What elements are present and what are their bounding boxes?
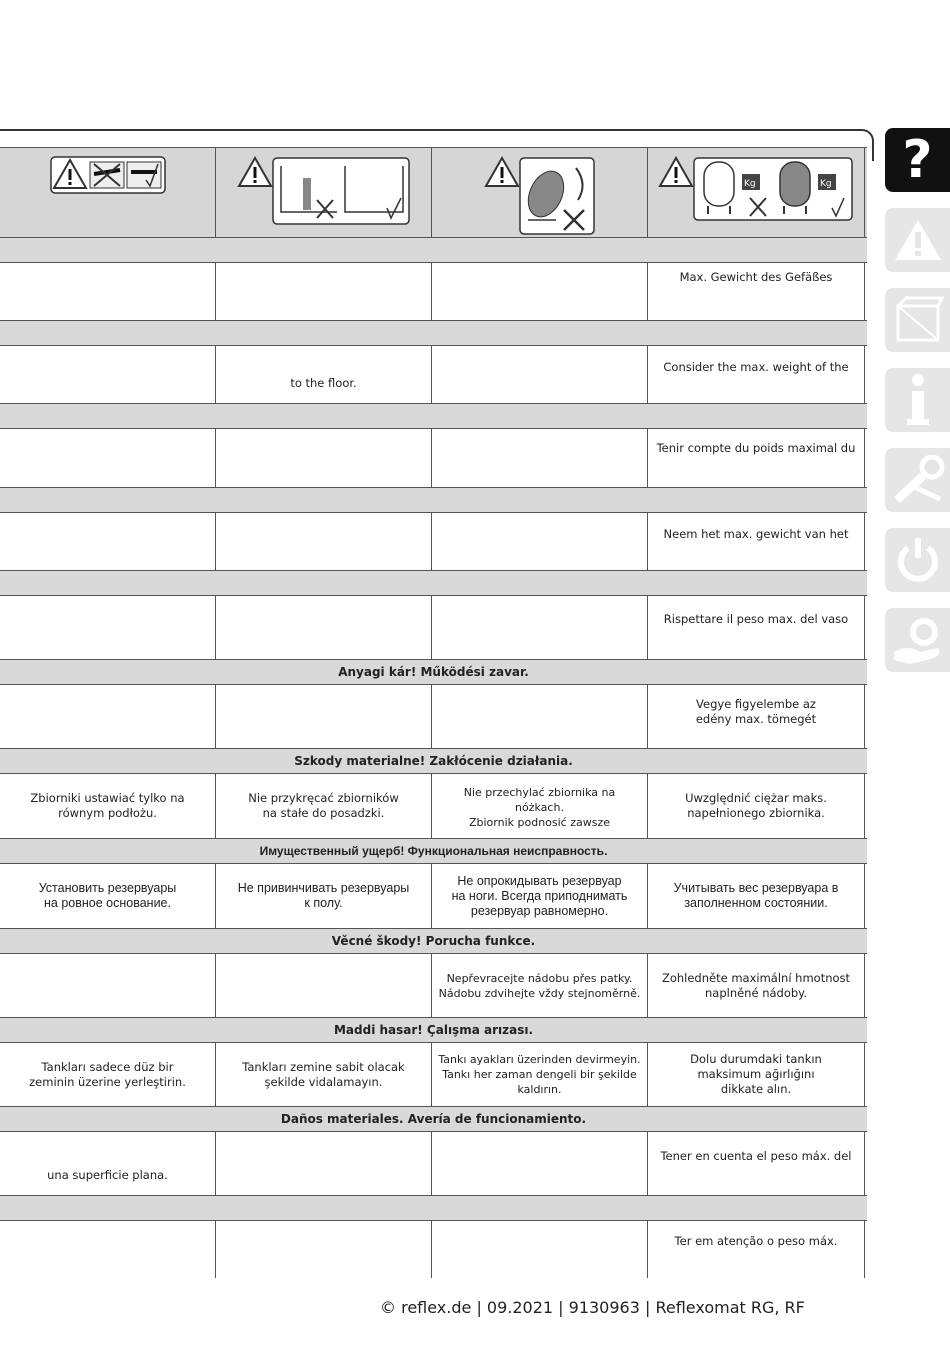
table-cell: Nepřevracejte nádobu přes patky. Nádobu zdvihejte vždy stejnoměrně. — [432, 954, 648, 1017]
table-cell — [0, 346, 216, 403]
table-cell — [216, 263, 432, 320]
table-cell: Neem het max. gewicht van het — [648, 513, 865, 570]
table-cell: Установить резервуары на ровное основание. — [0, 864, 216, 928]
table-cell — [216, 954, 432, 1017]
power-icon — [894, 536, 942, 584]
section-header-text: Maddi hasar! Çalışma arızası. — [333, 1023, 534, 1037]
section-header — [0, 321, 867, 346]
table-cell — [0, 263, 216, 320]
table-cell — [0, 954, 216, 1017]
section-header — [0, 1196, 867, 1221]
table-cell: una superficie plana. — [0, 1132, 216, 1195]
section-header — [0, 660, 867, 685]
icon-cell — [0, 148, 216, 237]
icon-cell — [216, 148, 432, 237]
page-footer: © reflex.de | 09.2021 | 9130963 | Reflexomat RG, RF — [380, 1298, 805, 1317]
table-cell — [0, 685, 216, 748]
table-cell — [432, 513, 648, 570]
section-header-text: Имущественный ущерб! Функциональная неисправность. — [259, 844, 608, 858]
table-cell — [0, 429, 216, 487]
tab-box[interactable] — [885, 288, 950, 352]
table-row — [0, 429, 867, 488]
table-cell: Zbiorniki ustawiać tylko na równym podłożu. — [0, 774, 216, 838]
section-header-text: Daños materiales. Avería de funcionamiento. — [280, 1112, 587, 1126]
table-row — [0, 1043, 867, 1107]
section-header — [0, 571, 867, 596]
icon-cell — [648, 148, 865, 237]
table-cell — [216, 1132, 432, 1195]
table-cell — [216, 596, 432, 659]
section-header — [0, 404, 867, 429]
section-header — [0, 929, 867, 954]
warning-weight-icon — [658, 156, 854, 222]
question-icon: ? — [902, 130, 933, 190]
section-header-text: Anyagi kár! Működési zavar. — [338, 665, 529, 679]
chapter-sidebar — [885, 128, 950, 688]
section-header — [0, 238, 867, 263]
svg-text:Kg: Kg — [744, 179, 756, 189]
table-cell: Учитывать вес резервуара в заполненном состоянии. — [648, 864, 865, 928]
table-cell: Uwzględnić ciężar maks. napełnionego zbiornika. — [648, 774, 865, 838]
table-cell: Vegye figyelembe az edény max. tömegét — [648, 685, 865, 748]
table-cell: Dolu durumdaki tankın maksimum ağırlığını dikkate alın. — [648, 1043, 865, 1106]
table-cell — [0, 1221, 216, 1278]
table-cell: Не привинчивать резервуары к полу. — [216, 864, 432, 928]
table-cell: Zohledněte maximální hmotnost naplněné nádoby. — [648, 954, 865, 1017]
info-icon — [903, 373, 933, 427]
table-cell: Не опрокидывать резервуар на ноги. Всегда приподнимать резервуар равномерно. — [432, 864, 648, 928]
section-header-text: Szkody materialne! Zakłócenie działania. — [294, 754, 573, 768]
table-cell — [216, 513, 432, 570]
table-row — [0, 774, 867, 839]
table-row — [0, 1221, 867, 1278]
table-row — [0, 864, 867, 929]
table-cell: Nie przykręcać zbiorników na stałe do posadzki. — [216, 774, 432, 838]
warning-icon — [893, 217, 943, 263]
table-row — [0, 596, 867, 660]
section-header-text: Věcné škody! Porucha funkce. — [331, 934, 536, 948]
section-header — [0, 1107, 867, 1132]
table-cell — [216, 429, 432, 487]
table-row — [0, 1132, 867, 1196]
table-cell — [432, 346, 648, 403]
table-row — [0, 685, 867, 749]
table-cell — [0, 596, 216, 659]
table-row — [0, 263, 867, 321]
tab-warning[interactable] — [885, 208, 950, 272]
table-cell: Rispettare il peso max. del vaso — [648, 596, 865, 659]
table-cell — [0, 513, 216, 570]
table-cell: Max. Gewicht des Gefäßes — [648, 263, 865, 320]
table-cell: to the floor. — [216, 346, 432, 403]
icon-cell — [432, 148, 648, 237]
section-header — [0, 749, 867, 774]
svg-text:Kg: Kg — [820, 179, 832, 189]
table-cell: Tankları sadece düz bir zeminin üzerine yerleştirin. — [0, 1043, 216, 1106]
instruction-table — [0, 147, 867, 1278]
table-row — [0, 346, 867, 404]
hand-gear-icon — [890, 614, 946, 666]
tab-power[interactable] — [885, 528, 950, 592]
section-header — [0, 839, 867, 864]
table-cell: Nie przechylać zbiornika na nóżkach. Zbiornik podnosić zawsze — [432, 774, 648, 838]
warning-tilt-icon — [484, 156, 596, 236]
table-cell — [432, 685, 648, 748]
section-header — [0, 488, 867, 513]
table-cell — [432, 596, 648, 659]
table-cell — [432, 429, 648, 487]
table-row — [0, 954, 867, 1018]
warning-bolt-icon — [237, 156, 411, 226]
warning-level-icon — [50, 156, 166, 194]
table-cell — [432, 1221, 648, 1278]
tab-tools[interactable] — [885, 448, 950, 512]
table-cell: Tener en cuenta el peso máx. del — [648, 1132, 865, 1195]
box-icon — [892, 296, 944, 344]
table-cell: Consider the max. weight of the — [648, 346, 865, 403]
tab-info[interactable] — [885, 368, 950, 432]
table-cell: Tenir compte du poids maximal du — [648, 429, 865, 487]
table-cell — [216, 685, 432, 748]
table-cell — [432, 263, 648, 320]
table-cell: Tankları zemine sabit olacak şekilde vidalamayın. — [216, 1043, 432, 1106]
table-row — [0, 513, 867, 571]
table-cell: Ter em atenção o peso máx. — [648, 1221, 865, 1278]
tab-service[interactable] — [885, 608, 950, 672]
tab-question[interactable] — [885, 128, 950, 192]
table-cell: Tankı ayakları üzerinden devirmeyin. Tankı her zaman dengeli bir şekilde kaldırın. — [432, 1043, 648, 1106]
tools-icon — [890, 455, 946, 505]
table-cell — [432, 1132, 648, 1195]
table-cell — [216, 1221, 432, 1278]
section-header — [0, 1018, 867, 1043]
icon-row — [0, 147, 867, 238]
